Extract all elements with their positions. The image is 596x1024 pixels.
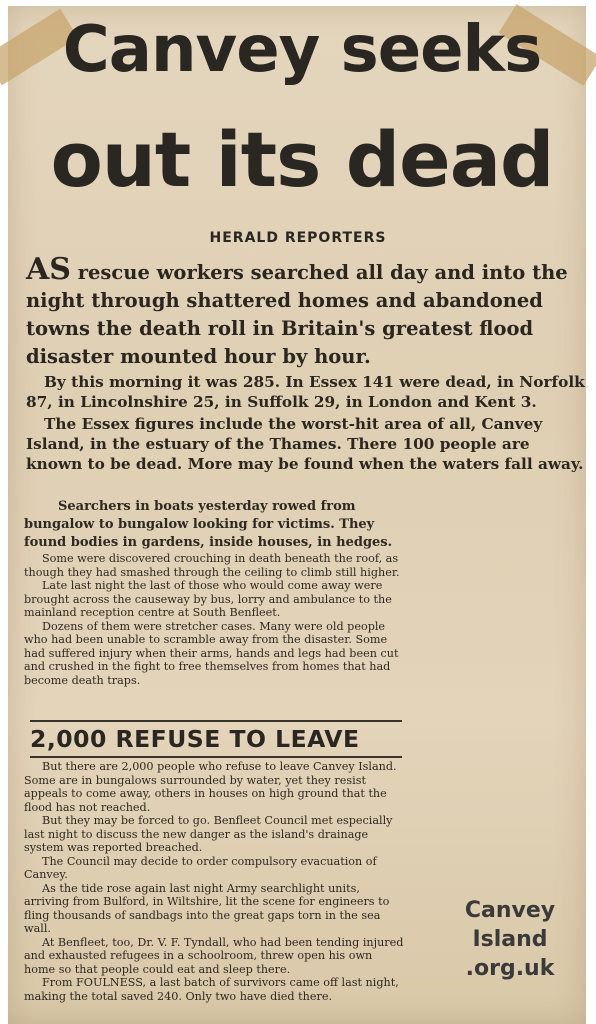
subhead-rule-bottom xyxy=(30,756,402,758)
paragraph-council-met: But they may be forced to go. Benfleet Council met especially last night to discuss the new danger as the island's drainage system was reported breached. xyxy=(24,814,393,854)
lead-dropcap: AS xyxy=(26,252,71,287)
lead-text: rescue workers searched all day and into the night through shattered homes and abandoned towns the death roll in Britain's greatest flood disaster mounted hour by hour. xyxy=(26,261,568,368)
watermark-line-1: Canvey xyxy=(464,898,556,923)
byline: HERALD REPORTERS xyxy=(209,230,387,246)
subhead: 2,000 REFUSE TO LEAVE xyxy=(30,725,360,753)
paragraph-evacuation: The Council may decide to order compulsory evacuation of Canvey. xyxy=(24,854,377,881)
column-two xyxy=(24,760,404,1003)
paragraph-causeway: Late last night the last of those who would come away were brought across the causeway by bus, lorry and ambulance to the mainland reception centre at South Benfleet. xyxy=(24,579,392,619)
paragraph-searchlight: As the tide rose again last night Army searchlight units, arriving from Bulford, in Wiltshire, lit the scene for engineers to fling thousands of sandbags into the great gaps torn in the sea wall. xyxy=(24,881,390,935)
headline-line-1: Canvey seeks xyxy=(62,13,542,87)
watermark-line-3: .org.uk xyxy=(465,956,555,981)
paragraph-crouching: Some were discovered crouching in death beneath the roof, as though they had smashed through the ceiling to climb still higher. xyxy=(24,552,400,579)
subhead-rule-top xyxy=(30,720,402,722)
paragraph-searchers: Searchers in boats yesterday rowed from bungalow to bungalow looking for victims. They found bodies in gardens, inside houses, in hedges. xyxy=(24,499,393,550)
paragraph-essex-figures: The Essex figures include the worst-hit area of all, Canvey Island, in the estuary of the Thames. There 100 people are known to be dead. More may be found when the waters fall away. xyxy=(26,415,584,473)
headline-line-2: out its dead xyxy=(50,115,554,204)
paragraph-death-toll: By this morning it was 285. In Essex 141 were dead, in Norfolk 87, in Lincolnshire 25, in Suffolk 29, in London and Kent 3. xyxy=(26,373,585,411)
paragraph-refuse: But there are 2,000 people who refuse to leave Canvey Island. Some are in bungalows surrounded by water, yet they resist appeals to come away, others in houses on high ground that the flood has not reached. xyxy=(24,760,397,814)
watermark-line-2: Island xyxy=(472,927,548,952)
paragraph-foulness: From FOULNESS, a last batch of survivors came off last night, making the total saved 240. Only two have died there. xyxy=(24,976,399,1003)
site-watermark xyxy=(440,896,580,983)
column-one xyxy=(24,498,404,687)
paragraph-stretcher-cases: Dozens of them were stretcher cases. Many were old people who had been unable to scramble away from the disaster. Some had suffered injury when their arms, hands and legs had been cut and crushed in the fight to free themselves from homes that had become death traps. xyxy=(24,619,399,687)
lead-paragraph xyxy=(26,252,586,371)
paragraph-tyndall: At Benfleet, too, Dr. V. F. Tyndall, who had been tending injured and exhausted refugees in a schoolroom, threw open his own home so that people could eat and sleep there. xyxy=(24,935,404,976)
